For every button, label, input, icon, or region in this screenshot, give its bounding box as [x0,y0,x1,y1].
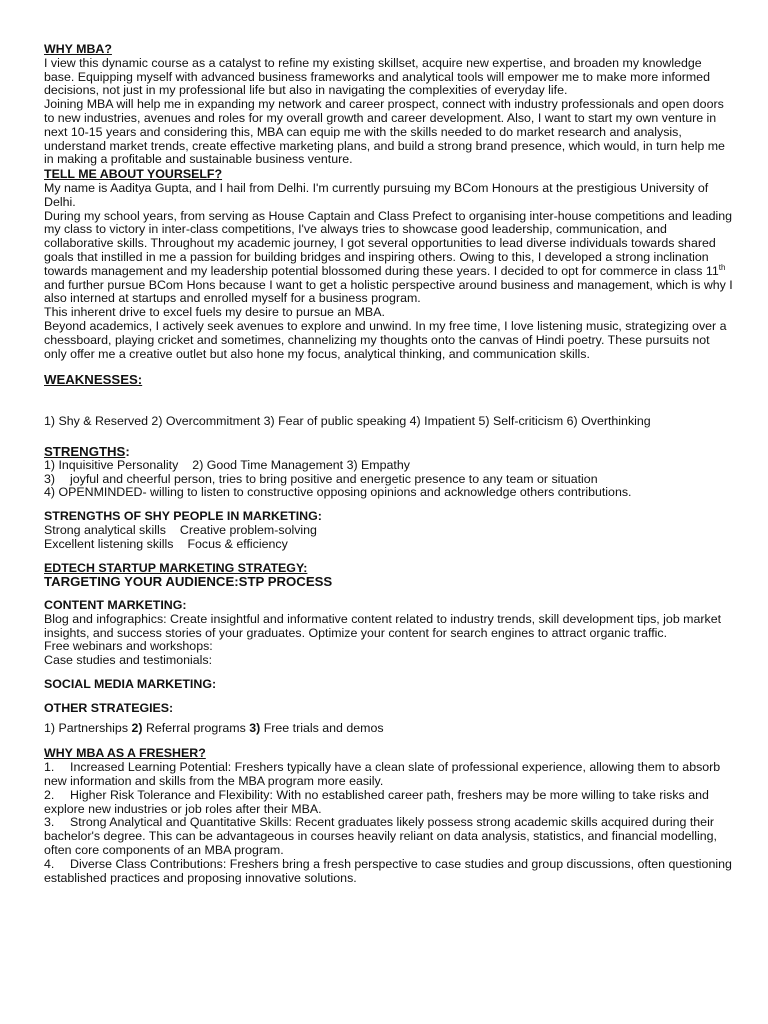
strengths-heading-colon: : [125,443,130,459]
tell-me-paragraph-2-text-a: During my school years, from serving as House Captain and Class Prefect to organising inter-house competitions and leading my class to victory in inter-class competitions, I've always tries to showcase good leadership, communication, and collaborative skills. Throughout my academic journey, I got several opportunities to lead diverse individuals towards shared goals that instilled in me a passion for building bridges and inspiring others. Owing to this, I developed a strong inclination towards management and my leadership potential blossomed during these years. I decided to opt for commerce in class 11 [44,208,733,278]
fresher-item-2-number: 2. [44,787,55,802]
content-marketing-case-studies: Case studies and testimonials: [44,653,213,668]
fresher-item-1-number: 1. [44,760,55,775]
fresher-item-3 [44,816,734,857]
strengths-line-1 [44,459,734,473]
why-mba-paragraph-1: I view this dynamic course as a catalyst to refine my existing skillset, acquire new expertise, and broaden my knowledge base. Equipping myself with advanced business frameworks and analytical tools will empower me to make more informed decisions, not just in my professional life but also in navigating the complexities of everyday life. [44,55,710,98]
fresher-item-3-text: Strong Analytical and Quantitative Skills: Recent graduates likely possess strong academic skills acquired during their bachelor's degree. This can be advantageous in courses heavily reliant on data analysis, statistics, and financial modelling, often core components of an MBA program. [44,815,718,858]
shy-strength-focus: Focus & efficiency [187,536,288,551]
fresher-item-2-text: Higher Risk Tolerance and Flexibility: With no established career path, freshers may be more willing to take risks and explore new industries or job roles after their MBA. [44,787,709,816]
strengths-heading-text: STRENGTHS [44,443,126,459]
fresher-item-1 [44,761,734,789]
shy-strengths-heading: STRENGTHS OF SHY PEOPLE IN MARKETING: [44,509,322,524]
strengths-line-3: 4) OPENMINDED- willing to listen to constructive opposing opinions and acknowledge others contributions. [44,485,632,500]
other-strategy-2-number: 2) [131,720,143,735]
strengths-item-3-number: 3) [44,471,56,486]
shy-strengths-line-1 [44,524,734,538]
other-strategies-heading: OTHER STRATEGIES: [44,700,174,715]
fresher-item-4-number: 4. [44,856,55,871]
other-strategy-3-number: 3) [249,720,261,735]
content-marketing-webinars: Free webinars and workshops: [44,639,213,654]
other-strategy-2: Referral programs [142,720,250,735]
strengths-item-1: 1) Inquisitive Personality [44,457,179,472]
fresher-item-1-text: Increased Learning Potential: Freshers typically have a clean slate of professional experience, allowing them to absorb new information and skills from the MBA program more easily. [44,760,721,789]
tell-me-paragraph-1: My name is Aaditya Gupta, and I hail from Delhi. I'm currently pursuing my BCom Honours at the prestigious University of Delhi. [44,180,709,209]
weaknesses-list: 1) Shy & Reserved 2) Overcommitment 3) Fear of public speaking 4) Impatient 5) Self-criticism 6) Overthinking [44,414,651,429]
shy-strength-listening: Excellent listening skills [44,536,174,551]
strengths-line-2 [44,473,734,487]
weaknesses-heading: WEAKNESSES: [44,372,143,388]
other-strategy-3: Free trials and demos [260,720,384,735]
social-media-heading: SOCIAL MEDIA MARKETING: [44,677,217,692]
strengths-item-3-text: joyful and cheerful person, tries to bring positive and energetic presence to any team or situation [70,471,598,486]
why-mba-paragraph-2: Joining MBA will help me in expanding my network and career prospect, connect with industry professionals and open doors to new industries, avenues and roles for my overall growth and career development. Also, I want to start my own venture in next 10-15 years and considering this, MBA can equip me with the skills needed to do market research and analysis, understand market trends, create effective marketing plans, and build a strong brand presence, which would, in turn help me in making a profitable and sustainable business venture. [44,97,725,167]
fresher-item-4 [44,858,734,886]
shy-strength-analytical: Strong analytical skills [44,522,166,537]
edtech-subheading: TARGETING YOUR AUDIENCE:STP PROCESS [44,574,333,590]
fresher-item-4-text: Diverse Class Contributions: Freshers bring a fresh perspective to case studies and group discussions, often questioning established practices and proposing innovative solutions. [44,856,732,885]
fresher-item-3-number: 3. [44,815,55,830]
tell-me-heading: TELL ME ABOUT YOURSELF? [44,167,223,182]
tell-me-paragraph-2 [44,210,734,307]
superscript-th: th [718,262,726,272]
edtech-heading: EDTECH STARTUP MARKETING STRATEGY: [44,560,308,575]
tell-me-paragraph-2-text-b: and further pursue BCom Hons because I want to get a holistic perspective around business and management, which is why I also interned at startups and enrolled myself for a business program. [44,277,733,306]
other-strategy-1: 1) Partnerships [44,720,132,735]
document [44,43,734,885]
fresher-heading: WHY MBA AS A FRESHER? [44,746,206,761]
other-strategies-list [44,722,734,736]
tell-me-paragraph-4: Beyond academics, I actively seek avenues to explore and unwind. In my free time, I love listening music, strategizing over a chessboard, playing cricket and sometimes, channelizing my thoughts onto the canvas of Hindi poetry. These pursuits not only offer me a creative outlet but also hone my focus, analytical thinking, and communication skills. [44,318,727,361]
tell-me-paragraph-3: This inherent drive to excel fuels my desire to pursue an MBA. [44,305,385,320]
why-mba-heading: WHY MBA? [44,42,112,56]
content-marketing-heading: CONTENT MARKETING: [44,598,187,613]
fresher-item-2 [44,789,734,817]
shy-strengths-line-2 [44,538,734,552]
strengths-heading [44,445,734,459]
strengths-item-2-3: 2) Good Time Management 3) Empathy [192,457,410,472]
content-marketing-paragraph: Blog and infographics: Create insightful and informative content related to industry trends, skill development tips, job market insights, and success stories of your graduates. Optimize your content for search engines to attract organic traffic. [44,611,722,640]
shy-strength-creative: Creative problem-solving [179,522,317,537]
